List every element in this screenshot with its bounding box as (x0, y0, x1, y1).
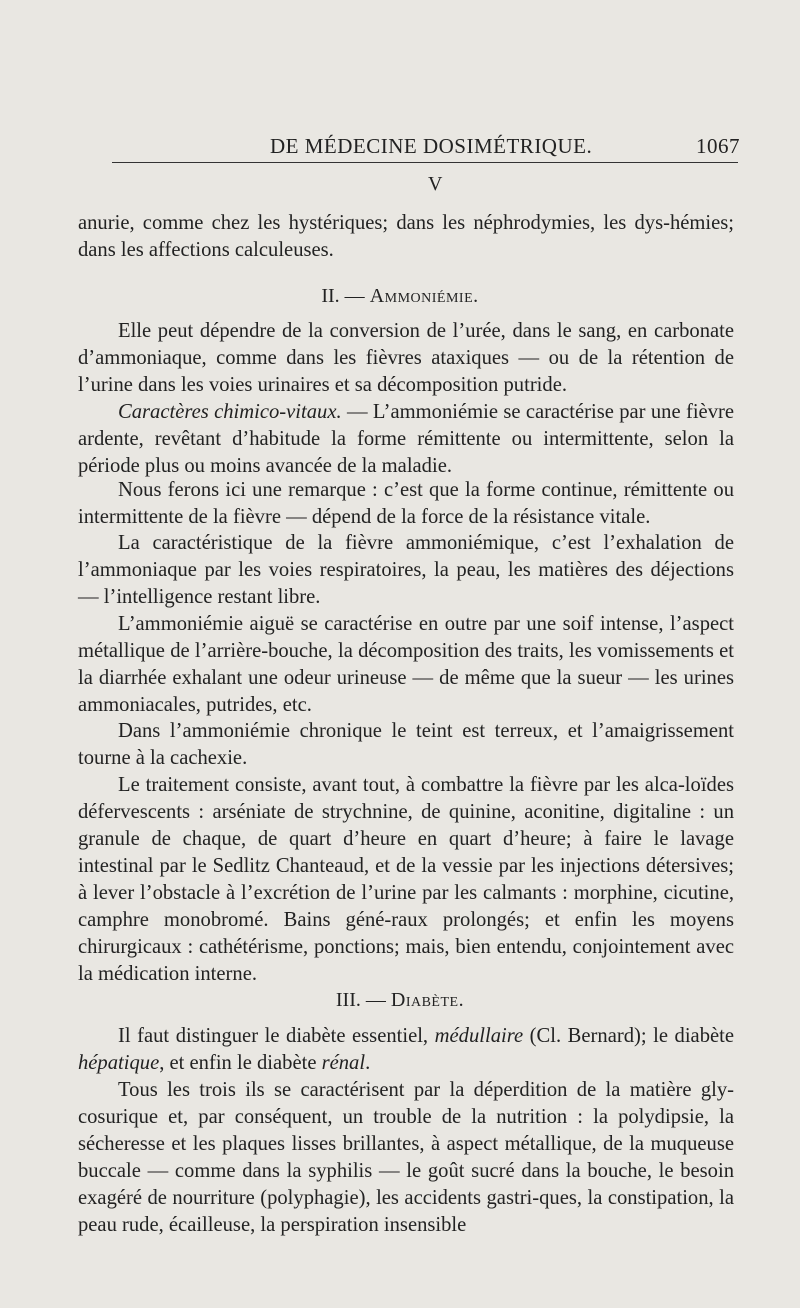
term-hepatique: hépatique (78, 1052, 160, 1074)
section-number: II. — (321, 285, 365, 307)
text-run: Il faut distinguer le diabète essentiel, (118, 1025, 435, 1047)
term-renal: rénal (321, 1052, 366, 1074)
text-run: (Cl. Bernard); le diabète (523, 1025, 734, 1047)
caracteres-text: — L’ammoniémie se caractérise par une fièvre ardente, revêtant d’habitude la forme rémittente ou intermittente, selon la période plus ou moins avancée de la maladie. (78, 401, 734, 477)
section-heading-ammoniemie (0, 285, 800, 308)
paragraph-nous: Nous ferons ici une remarque : c’est que la forme continue, rémittente ou intermittente de la fièvre — dépend de la force de la résistance vitale. (78, 479, 734, 528)
paragraph-traitement: Le traitement consiste, avant tout, à combattre la fièvre par les alca-loïdes défervescents : arséniate de strychnine, de quinine, aconitine, digitaline : un granule de chaque, de quart d’heure en quart d’heure; à faire le lavage intestinal par le Sedlitz Chanteaud, et de la vessie par les injections détersives; à lever l’obstacle à l’excrétion de l’urine par les calmants : morphine, cicutine, camphre monobromé. Bains géné-raux prolongés; et enfin les moyens chirurgicaux : cathétérisme, ponctions; mais, bien entendu, conjointement avec la médication interne. (78, 774, 734, 985)
paragraph-opening: anurie, comme chez les hystériques; dans les néphrodymies, les dys-hémies; dans les affections calculeuses. (78, 212, 734, 261)
text-run: . (365, 1052, 371, 1074)
paragraph-tous: Tous les trois ils se caractérisent par la déperdition de la matière gly-cosurique et, par conséquent, un trouble de la nutrition : la polydipsie, la sécheresse et les plaques lisses brillantes, à aspect métallique, de la muqueuse buccale — comme dans la syphilis — le goût sucré dans la bouche, le besoin exagéré de nourriture (polyphagie), les accidents gastri-ques, la constipation, la peau rude, écailleuse, la perspiration insensible (78, 1079, 734, 1236)
section-title: Ammoniémie. (369, 285, 479, 307)
header-rule (112, 162, 738, 163)
term-medullaire: médullaire (434, 1025, 524, 1047)
paragraph-aigue: L’ammoniémie aiguë se caractérise en outre par une soif intense, l’aspect métallique de l’arrière-bouche, la décomposition des traits, les vomissements et la diarrhée exhalant une odeur urineuse — de même que la sueur — les urines ammoniacales, putrides, etc. (78, 613, 734, 716)
text-run: , et enfin le diabète (159, 1052, 322, 1074)
paragraph-caracteristique: La caractéristique de la fièvre ammoniémique, c’est l’exhalation de l’ammoniaque par les voies respiratoires, la peau, les matières des déjections — l’intelligence restant libre. (78, 532, 734, 608)
section-heading-diabete (0, 989, 800, 1012)
paragraph-elle: Elle peut dépendre de la conversion de l’urée, dans le sang, en carbonate d’ammoniaque, comme dans les fièvres ataxiques — ou de la rétention de l’urine dans les voies urinaires et sa décomposition putride. (78, 320, 734, 396)
paragraph-distinguer (78, 1023, 734, 1077)
paragraph-caracteres (78, 399, 734, 480)
page-number: 1067 (696, 134, 740, 158)
caracteres-lead: Caractères chimico-vitaux. (118, 401, 342, 423)
section-number: III. — (335, 989, 386, 1011)
running-title: DE MÉDECINE DOSIMÉTRIQUE. (270, 134, 593, 158)
signature-mark: V (428, 173, 443, 195)
paragraph-chronique: Dans l’ammoniémie chronique le teint est terreux, et l’amaigrissement tourne à la cachexie. (78, 720, 734, 769)
section-title: Diabète. (390, 989, 465, 1011)
